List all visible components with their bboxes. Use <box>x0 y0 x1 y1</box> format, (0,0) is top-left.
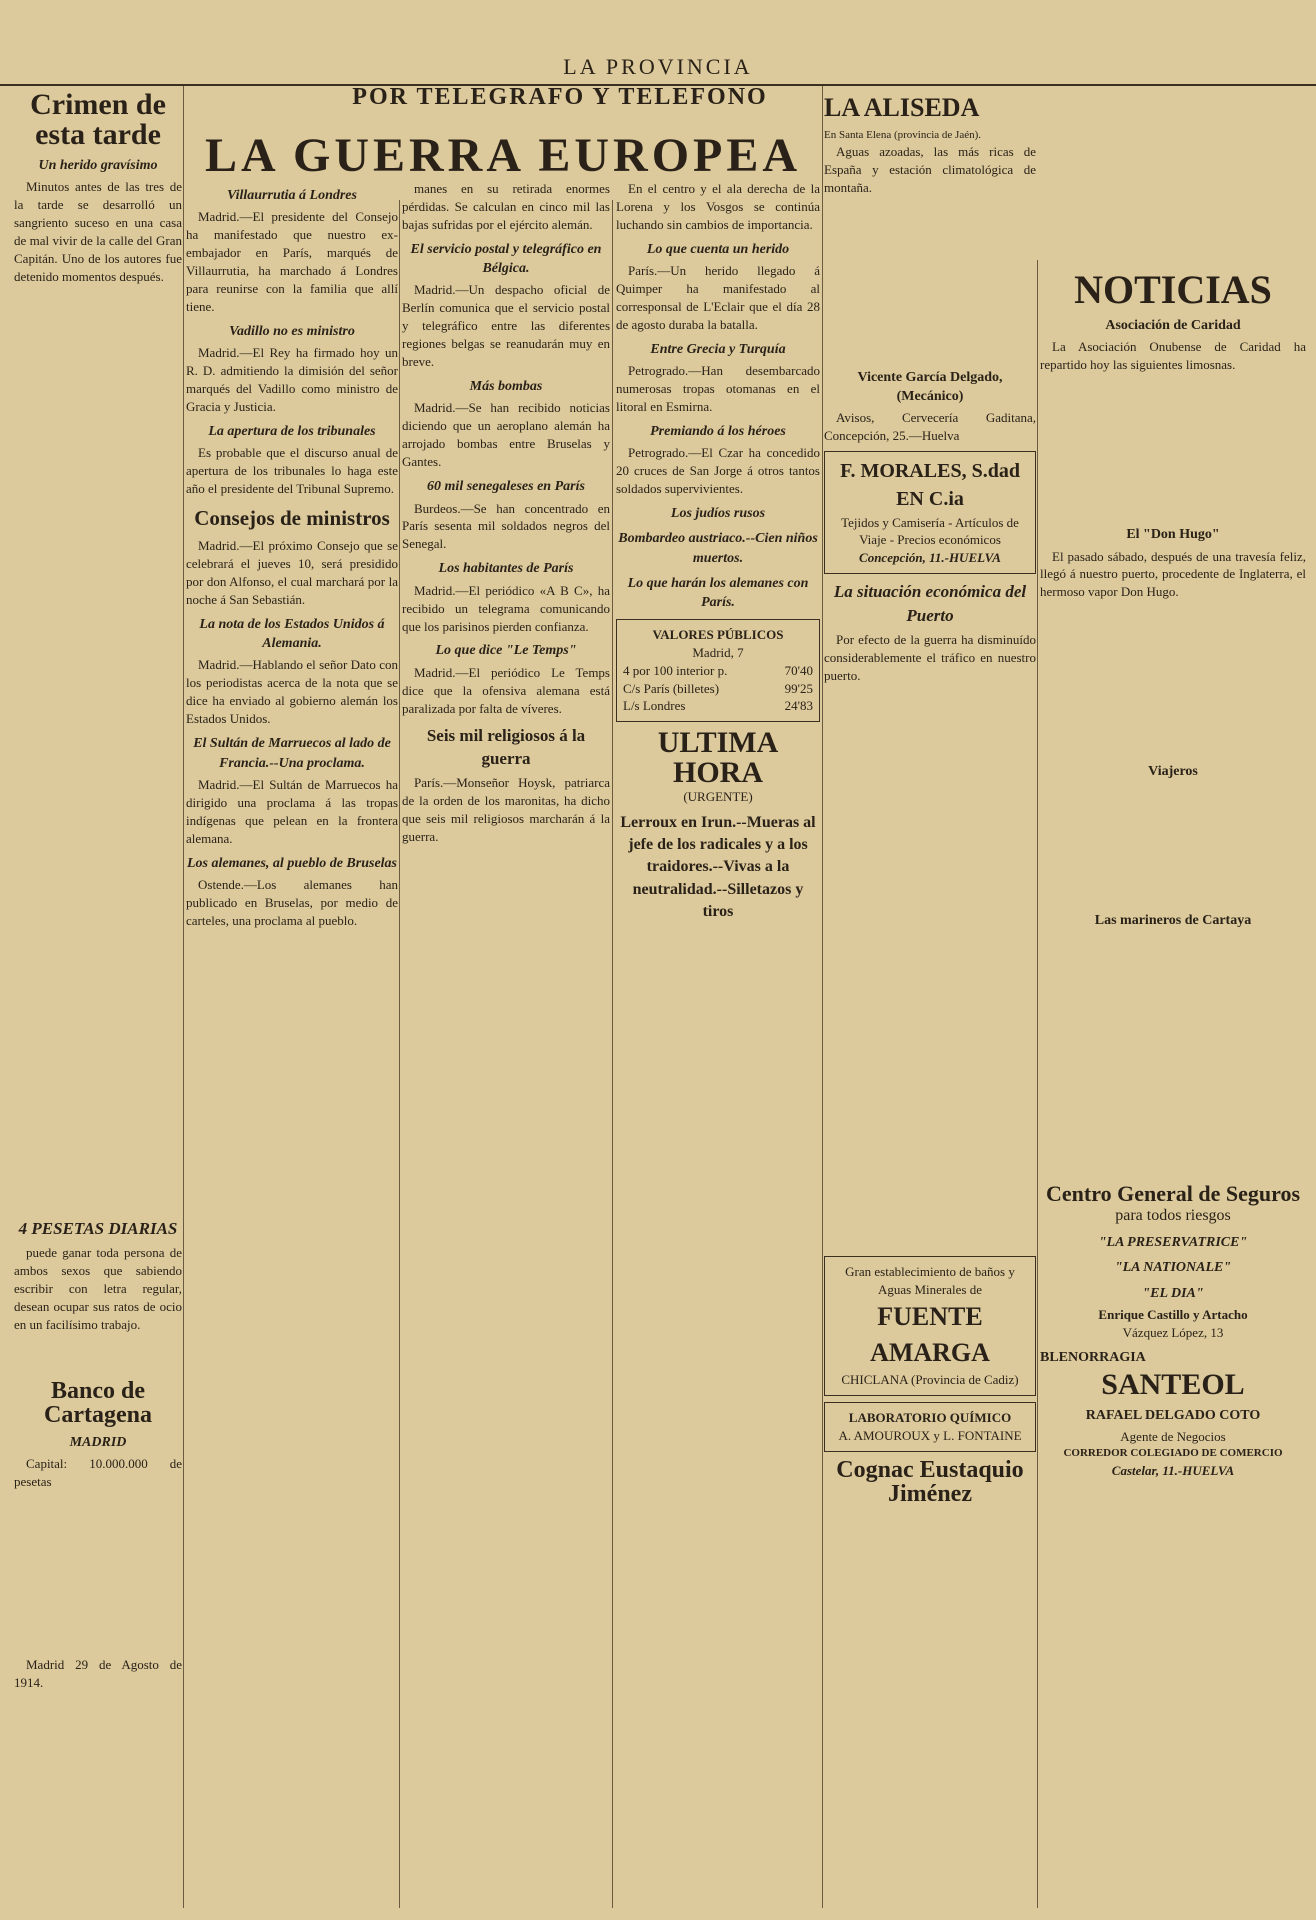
section-banner: POR TELEGRAFO Y TELEFONO <box>352 84 768 110</box>
article-head: Lo que harán los alemanes con París. <box>627 576 809 611</box>
corredor-label: CORREDOR COLEGIADO DE COMERCIO <box>1063 1447 1283 1460</box>
article-head: Los judíos rusos <box>670 506 766 522</box>
column-rule <box>822 86 823 1908</box>
lab-head: LABORATORIO QUÍMICO <box>848 1409 1012 1425</box>
valor-label: L/s Londres <box>623 698 686 714</box>
seguros-head: Centro General de Seguros <box>1046 1180 1300 1206</box>
aliseda-head: LA ALISEDA <box>824 93 980 122</box>
morales-name: F. MORALES, S.dad EN C.ia <box>840 460 1020 510</box>
seguro-preservatrice: "LA PRESERVATRICE" <box>1098 1235 1248 1251</box>
article-head: La apertura de los tribunales <box>208 424 376 439</box>
ultima-hora: ULTIMA HORA <box>657 726 779 790</box>
seguro-nationale: "LA NATIONALE" <box>1114 1260 1232 1276</box>
donhugo-head: El "Don Hugo" <box>1126 527 1220 543</box>
article-head: Villaurrutia á Londres <box>227 188 357 203</box>
cognac-ad: Cognac Eustaquio Jiménez <box>836 1456 1024 1507</box>
lab-text: A. AMOUROUX y L. FONTAINE <box>838 1427 1022 1443</box>
article-text: París.—Monseñor Hoysk, patriarca de la orden de los maronitas, ha dicho que seis mil religiosos marcharán á la guerra. <box>402 775 610 845</box>
crimen-headline: Crimen de esta tarde <box>30 90 166 151</box>
agente-label: Agente de Negocios <box>1120 1429 1226 1445</box>
article-head: Lo que cuenta un herido <box>646 241 790 257</box>
article-text: manes en su retirada enormes pérdidas. Se calculan en cinco mil las bajas sufridas por el ejército alemán. <box>402 181 610 232</box>
column-rule <box>399 200 400 1908</box>
valor-label: 4 por 100 interior p. <box>623 662 728 678</box>
puerto-head: La situación económica del Puerto <box>833 582 1027 625</box>
article-head: Los alemanes, al pueblo de Bruselas <box>186 855 397 871</box>
valores-date: Madrid, 7 <box>692 644 744 660</box>
vicente-addr: Avisos, Cervecería Gaditana, Concepción, 25.—Huelva <box>824 410 1036 444</box>
article-text: Madrid.—El periódico «A B C», ha recibido un telegrama comunicando que los parisinos pierden confianza. <box>402 582 610 634</box>
column-6 <box>1040 270 1306 1910</box>
article-head: Lo que dice "Le Temps" <box>435 643 577 659</box>
seguro-eldia: "EL DIA" <box>1142 1285 1204 1301</box>
lab-ad <box>824 1402 1036 1452</box>
valor-value: 70'40 <box>784 662 813 678</box>
article-head: Premiando á los héroes <box>650 424 786 439</box>
article-text: Madrid.—Un despacho oficial de Berlín comunica que el servicio postal y telegráfico entre las diferentes regiones belgas se reanudarán muy en breve. <box>402 282 610 370</box>
newspaper-name: LA PROVINCIA <box>563 54 753 79</box>
vicente-head: Vicente García Delgado, (Mecánico) <box>857 369 1003 405</box>
article-text: Madrid.—Se han recibido noticias diciendo que un aeroplano alemán ha arrojado bombas entre Bruselas y Gantes. <box>402 400 610 470</box>
article-head: El servicio postal y telegráfico en Bélgica. <box>410 241 602 277</box>
blenorragia-head: BLENORRAGIA <box>1040 1349 1146 1365</box>
seguros-sub: para todos riesgos <box>1115 1206 1231 1224</box>
column-3 <box>402 180 610 1910</box>
viajeros-head: Viajeros <box>1148 764 1198 780</box>
fuente-sub: Gran establecimiento de baños y Aguas Minerales de <box>845 1264 1015 1298</box>
rafael-addr: Castelar, 11.-HUELVA <box>1111 1462 1235 1478</box>
caridad-head: Asociación de Caridad <box>1105 318 1241 333</box>
article-head: Bombardeo austriaco.--Cien niños muertos. <box>618 531 818 566</box>
article-head: Seis mil religiosos á la guerra <box>426 725 586 769</box>
marineros-head: Las marineros de Cartaya <box>1094 912 1252 928</box>
valores-box <box>616 619 820 723</box>
valor-label: C/s París (billetes) <box>623 680 720 696</box>
article-head: Consejos de ministros <box>194 506 390 531</box>
article-head: Vadillo no es ministro <box>229 323 355 339</box>
article-text: Madrid.—El Sultán de Marruecos ha dirigido una proclama á las tropas indígenas que pelean en la frontera alemana. <box>186 776 398 846</box>
article-text: Madrid.—El presidente del Consejo ha manifestado que nuestro ex-embajador en París, marqués de Villaurrutia, ha marchado á Londres para reunirse con la familia que allí tiene. <box>186 209 398 314</box>
article-head: El Sultán de Marruecos al lado de Francia.--Una proclama. <box>193 736 391 771</box>
article-head: Más bombas <box>469 379 543 395</box>
fuente-ad <box>824 1256 1036 1396</box>
crimen-text: Minutos antes de las tres de la tarde se desarrolló un sangriento suceso en una casa de mal vivir de la calle del Gran Capitán. Uno de los autores fue detenido momentos después. <box>14 179 182 284</box>
article-head: 60 mil senegaleses en París <box>427 479 585 495</box>
article-text: Madrid.—El Rey ha firmado hoy un R. D. admitiendo la dimisión del señor marqués del Vadillo como ministro de Gracia y Justicia. <box>186 345 398 415</box>
article-text: Madrid.—Hablando el señor Dato con los periodistas acerca de la nota que se dice ha enviado al gobierno alemán los Estados Unidos. <box>186 657 398 727</box>
donhugo-text: El pasado sábado, después de una travesía feliz, llegó á nuestro puerto, procedente de Inglaterra, el hermoso vapor Don Hugo. <box>1040 548 1306 600</box>
masthead <box>0 0 1316 86</box>
article-text: Madrid.—El próximo Consejo que se celebrará el jueves 10, será presidido por don Alfonso, el cual marchará por la noche á San Sebastián. <box>186 538 398 607</box>
article-text: Es probable que el discurso anual de apertura de los tribunales lo haga este año el presidente del Tribunal Supremo. <box>186 445 398 497</box>
ad-pesetas-text: puede ganar toda persona de ambos sexos que sabiendo escribir con letra regular, desean ocupar sus ratos de ocio en un facilísimo trabajo. <box>14 1245 182 1333</box>
morales-addr: Concepción, 11.-HUELVA <box>859 550 1001 566</box>
morales-text: Tejidos y Camisería - Artículos de Viaje - Precios económicos <box>841 514 1019 548</box>
article-head: Los habitantes de París <box>438 561 574 577</box>
ad-pesetas-head: 4 PESETAS DIARIAS <box>18 1218 178 1238</box>
article-text: Madrid.—El periódico Le Temps dice que la ofensiva alemana está paralizada por falta de víveres. <box>402 664 610 716</box>
article-text: En el centro y el ala derecha de la Lorena y los Vosgos se continúa luchando sin cambios de importancia. <box>616 181 820 232</box>
bank-capital: Capital: 10.000.000 de pesetas <box>14 1456 182 1490</box>
column-4 <box>616 180 820 1910</box>
santeol-ad: SANTEOL <box>1101 1368 1245 1402</box>
column-rule <box>183 86 184 1908</box>
urgente-label: (URGENTE) <box>683 789 753 805</box>
article-text: Petrogrado.—El Czar ha concedido 20 cruces de San Jorge á otros tantos soldados supervivientes. <box>616 445 820 497</box>
lerroux-head: Lerroux en Irun.--Mueras al jefe de los radicales y a los traidores.--Vivas a la neutralidad.--Silletazos y tiros <box>620 814 816 920</box>
castillo-name: Enrique Castillo y Artacho <box>1098 1306 1248 1322</box>
puerto-text: Por efecto de la guerra ha disminuído considerablemente el tráfico en nuestro puerto. <box>824 632 1036 684</box>
valor-value: 24'83 <box>784 698 813 714</box>
column-rule <box>612 200 613 1908</box>
fuente-name: FUENTE AMARGA <box>870 1301 990 1367</box>
article-head: La nota de los Estados Unidos á Alemania. <box>199 616 385 652</box>
column-5 <box>824 90 1036 1910</box>
article-head: Entre Grecia y Turquía <box>650 341 786 357</box>
column-2 <box>186 180 398 1910</box>
valores-head: VALORES PÚBLICOS <box>652 626 784 642</box>
article-text: París.—Un herido llegado á Quimper ha manifestado al corresponsal de L'Eclair que el día 28 de agosto duraba la batalla. <box>616 263 820 332</box>
column-1 <box>14 90 182 1910</box>
article-text: Petrogrado.—Han desembarcado numerosas tropas otomanas en el litoral en Esmirna. <box>616 363 820 415</box>
bank-name: Banco de Cartagena <box>44 1378 152 1429</box>
fuente-city: CHICLANA (Provincia de Cadiz) <box>841 1371 1019 1387</box>
aliseda-sub: En Santa Elena (provincia de Jaén). <box>824 128 981 141</box>
headline-guerra: LA GUERRA EUROPEA <box>204 129 802 182</box>
article-text: Ostende.—Los alemanes han publicado en Bruselas, por medio de carteles, una proclama al pueblo. <box>186 876 398 928</box>
crimen-subhead: Un herido gravísimo <box>38 158 158 173</box>
article-text: Burdeos.—Se han concentrado en París sesenta mil soldados negros del Senegal. <box>402 500 610 552</box>
bank-date: Madrid 29 de Agosto de 1914. <box>14 1657 182 1691</box>
caridad-text: La Asociación Onubense de Caridad ha repartido hoy las siguientes limosnas. <box>1040 339 1306 373</box>
morales-ad <box>824 451 1036 574</box>
castillo-addr: Vázquez López, 13 <box>1122 1324 1224 1340</box>
column-rule <box>1037 260 1038 1908</box>
aliseda-text: Aguas azoadas, las más ricas de España y estación climatológica de montaña. <box>824 144 1036 195</box>
bank-city: MADRID <box>69 1435 127 1451</box>
valor-value: 99'25 <box>784 680 813 696</box>
noticias-head: NOTICIAS <box>1074 270 1272 312</box>
rafael-name: RAFAEL DELGADO COTO <box>1085 1408 1261 1424</box>
